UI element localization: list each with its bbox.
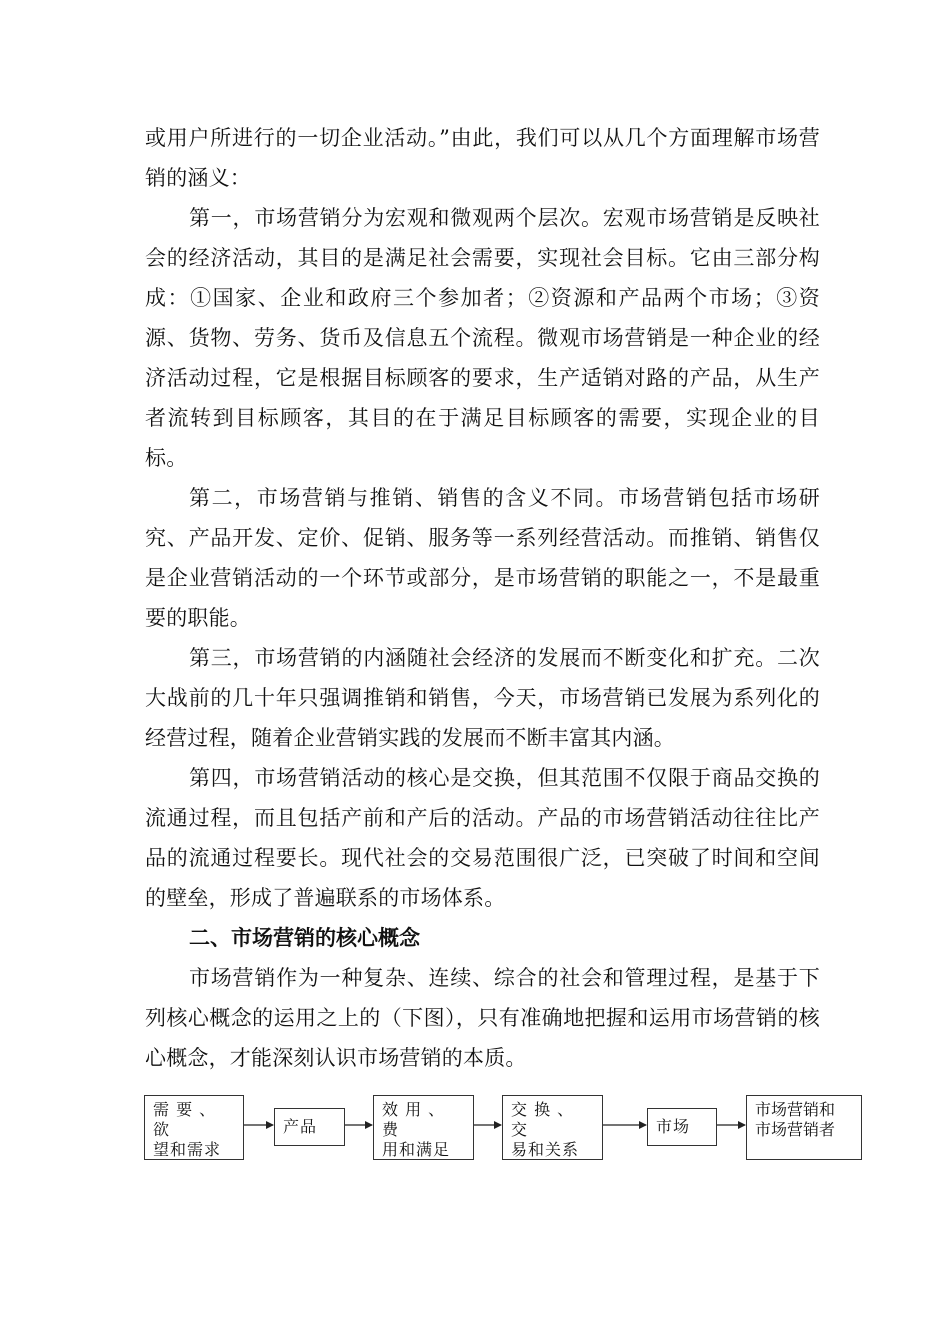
concept-box-utility	[373, 1095, 474, 1160]
concept-box-market	[647, 1108, 717, 1146]
concept-box-exchange	[502, 1095, 603, 1160]
concept-box-marketers-line2: 市场营销者	[755, 1120, 836, 1139]
paragraph-intro: 或用户所进行的一切企业活动。”由此，我们可以从几个方面理解市场营销的涵义：	[145, 126, 820, 190]
concept-box-exchange-line2: 易和关系	[511, 1140, 580, 1159]
section-heading: 二、市场营销的核心概念	[189, 926, 420, 950]
concept-box-product	[274, 1108, 345, 1146]
paragraph-third-point: 第三，市场营销的内涵随社会经济的发展而不断变化和扩充。二次大战前的几十年只强调推销和销售，今天，市场营销已发展为系列化的经营过程，随着企业营销实践的发展而不断丰富其内涵。	[145, 646, 820, 750]
paragraph-core-concepts: 市场营销作为一种复杂、连续、综合的社会和管理过程，是基于下列核心概念的运用之上的（下图），只有准确地把握和运用市场营销的核心概念，才能深刻认识市场营销的本质。	[145, 966, 820, 1070]
concept-box-exchange-line1: 交 换 、 交	[511, 1100, 575, 1139]
concept-box-needs	[144, 1095, 244, 1160]
concept-box-marketers-line1: 市场营销和	[755, 1100, 836, 1119]
concept-box-marketers	[746, 1095, 862, 1160]
concept-box-needs-line1: 需 要 、 欲	[153, 1100, 217, 1139]
paragraph-second-point: 第二，市场营销与推销、销售的含义不同。市场营销包括市场研究、产品开发、定价、促销、服务等一系列经营活动。而推销、销售仅是企业营销活动的一个环节或部分，是市场营销的职能之一，不是最重要的职能。	[145, 486, 820, 630]
concept-box-market-line1: 市场	[656, 1117, 691, 1136]
concept-box-needs-line2: 望和需求	[153, 1140, 222, 1159]
paragraph-fourth-point: 第四，市场营销活动的核心是交换，但其范围不仅限于商品交换的流通过程，而且包括产前和产后的活动。产品的市场营销活动往往比产品的流通过程要长。现代社会的交易范围很广泛，已突破了时间和空间的壁垒，形成了普遍联系的市场体系。	[145, 766, 820, 910]
concept-box-utility-line1: 效 用 、 费	[382, 1100, 446, 1139]
concept-box-product-line1: 产品	[283, 1117, 318, 1136]
paragraph-first-point: 第一，市场营销分为宏观和微观两个层次。宏观市场营销是反映社会的经济活动，其目的是满足社会需要，实现社会目标。它由三部分构成：①国家、企业和政府三个参加者；②资源和产品两个市场；③资源、货物、劳务、货币及信息五个流程。微观市场营销是一种企业的经济活动过程，它是根据目标顾客的要求，生产适销对路的产品，从生产者流转到目标顾客，其目的在于满足目标顾客的需要，实现企业的目标。	[145, 206, 820, 470]
concept-box-utility-line2: 用和满足	[382, 1140, 451, 1159]
